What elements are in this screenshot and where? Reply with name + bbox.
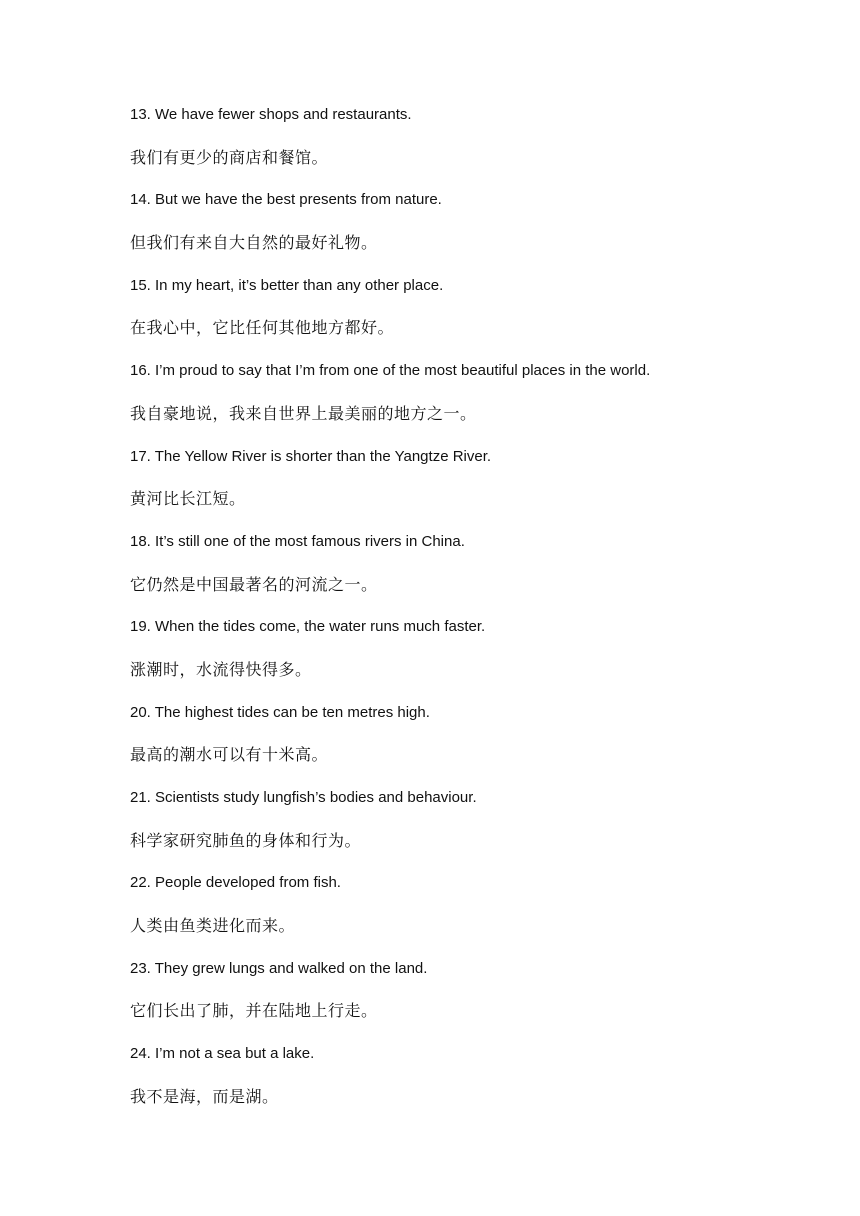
chinese-translation: 在我心中，它比任何其他地方都好。 bbox=[130, 318, 395, 338]
chinese-translation: 它们长出了肺，并在陆地上行走。 bbox=[130, 1001, 378, 1021]
sentence-item bbox=[130, 444, 770, 529]
chinese-translation: 我不是海，而是湖。 bbox=[130, 1086, 279, 1106]
sentence-item bbox=[130, 1041, 770, 1126]
english-sentence: 15. In my heart, it’s better than any other place. bbox=[130, 276, 444, 294]
sentence-item bbox=[130, 870, 770, 955]
english-sentence: 16. I’m proud to say that I’m from one of the most beautiful places in the world. bbox=[130, 362, 651, 380]
english-sentence: 17. The Yellow River is shorter than the Yangtze River. bbox=[130, 447, 492, 465]
sentence-item bbox=[130, 529, 770, 614]
sentence-item bbox=[130, 956, 770, 1041]
chinese-translation: 涨潮时，水流得快得多。 bbox=[130, 659, 312, 679]
chinese-translation: 人类由鱼类进化而来。 bbox=[130, 916, 296, 936]
chinese-translation: 黄河比长江短。 bbox=[130, 489, 246, 509]
sentence-item bbox=[130, 700, 770, 785]
chinese-translation: 我们有更少的商店和餐馆。 bbox=[130, 147, 329, 167]
sentence-item bbox=[130, 102, 770, 187]
english-sentence: 14. But we have the best presents from nature. bbox=[130, 191, 442, 209]
sentence-item bbox=[130, 614, 770, 699]
sentence-item bbox=[130, 785, 770, 870]
english-sentence: 21. Scientists study lungfish’s bodies and behaviour. bbox=[130, 789, 477, 806]
chinese-translation: 最高的潮水可以有十米高。 bbox=[130, 745, 329, 765]
english-sentence: 24. I’m not a sea but a lake. bbox=[130, 1045, 315, 1063]
sentence-item bbox=[130, 187, 770, 272]
chinese-translation: 但我们有来自大自然的最好礼物。 bbox=[130, 233, 378, 253]
english-sentence: 19. When the tides come, the water runs much faster. bbox=[130, 618, 486, 636]
english-sentence: 13. We have fewer shops and restaurants. bbox=[130, 106, 412, 123]
chinese-translation: 我自豪地说，我来自世界上最美丽的地方之一。 bbox=[130, 403, 477, 423]
sentence-item bbox=[130, 273, 770, 358]
english-sentence: 22. People developed from fish. bbox=[130, 874, 341, 892]
chinese-translation: 它仍然是中国最著名的河流之一。 bbox=[130, 574, 378, 594]
english-sentence: 18. It’s still one of the most famous rivers in China. bbox=[130, 532, 465, 550]
english-sentence: 20. The highest tides can be ten metres high. bbox=[130, 703, 430, 721]
sentence-list bbox=[130, 102, 770, 1127]
chinese-translation: 科学家研究肺鱼的身体和行为。 bbox=[130, 830, 362, 850]
english-sentence: 23. They grew lungs and walked on the land. bbox=[130, 959, 428, 977]
sentence-item bbox=[130, 358, 770, 443]
